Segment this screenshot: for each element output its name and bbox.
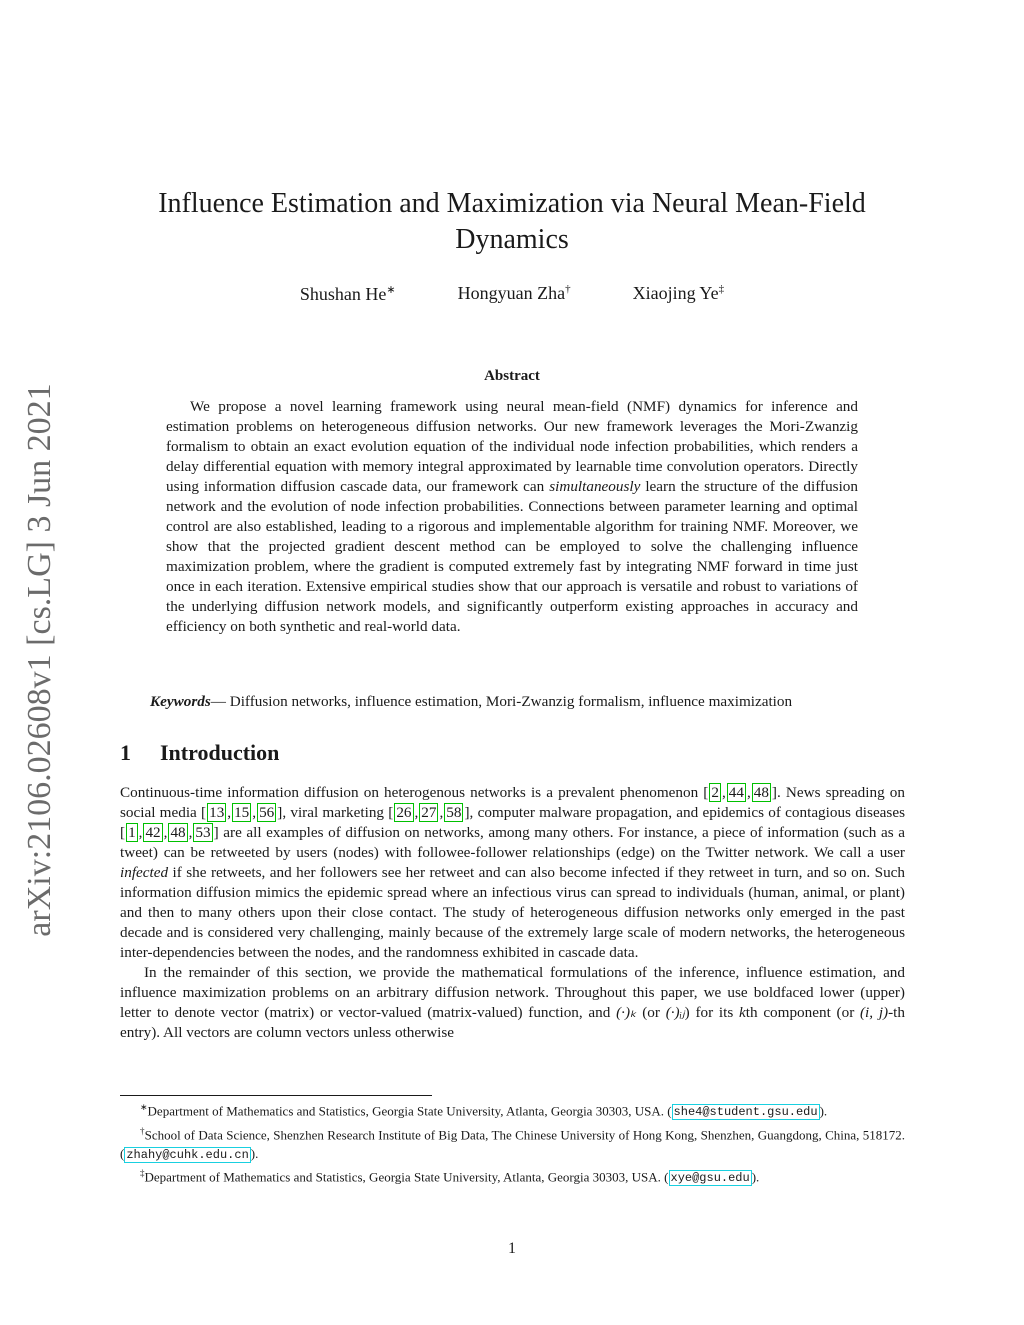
citation-link[interactable]: 53 bbox=[195, 824, 211, 841]
arxiv-identifier: arXiv:2106.02608v1 [cs.LG] 3 Jun 2021 bbox=[21, 383, 58, 937]
abstract-text: We propose a novel learning framework using neural mean-field (NMF) dynamics for inference and estimation problems on heterogeneous diffusion networks. Our new framework leverages the Mori-Zwanzig formalism to obtain an exact evolution equation of the individual node infection probabilities, which renders a delay differential equation with memory integral approximated by learnable time convolution operators. Directly using information diffusion cascade data, our framework can simultaneously learn the structure of the diffusion network and the evolution of node infection probabilities. Connections between parameter learning and optimal control are also established, leading to a rigorous and implementable algorithm for training NMF. Moreover, we show that the projected gradient descent method can be employed to solve the challenging influence maximization problem, where the gradient is computed extremely fast by integrating NMF forward in time just once in each iteration. Extensive empirical studies show that our approach is versatile and robust to variations of the underlying diffusion network models, and significantly outperform existing approaches in accuracy and efficiency on both synthetic and real-world data. bbox=[166, 398, 858, 635]
citation-link[interactable]: 58 bbox=[446, 804, 462, 821]
keywords: Keywords— Diffusion networks, influence estimation, Mori-Zwanzig formalism, influence maximization bbox=[150, 693, 793, 710]
paragraph: In the remainder of this section, we provide the mathematical formulations of the inference, influence estimation, and influence maximization problems on an arbitrary diffusion network. Throughout this paper, we use boldfaced lower (upper) letter to denote vector (matrix) or vector-valued (matrix-valued) function, and (·)ₖ (or (·)ᵢⱼ) for its kth component (or (i, j)-th entry). All vectors are column vectors unless otherwise bbox=[120, 964, 905, 1041]
email-link[interactable]: she4@student.gsu.edu bbox=[673, 1105, 818, 1120]
citation-link[interactable]: 27 bbox=[421, 804, 437, 821]
email-link[interactable]: xye@gsu.edu bbox=[670, 1171, 750, 1186]
citation-link[interactable]: 15 bbox=[234, 804, 250, 821]
footnote: ∗Department of Mathematics and Statistics, Georgia State University, Atlanta, Georgia 30303, USA. ( she4@student.gsu.edu ). bbox=[140, 1102, 828, 1120]
paragraph: Continuous-time information diffusion on heterogenous networks is a prevalent phenomenon [ 2 , 44 , 48 ]. News spreading on social media [ 13 , 15 , 56 ], viral marketing [ 26 , 27 , 58 ], computer malware propagation, and epidemics of contagious diseases [ 1 , 42 , 48 , 53 ] are all examples of diffusion on networks, among many others. For instance, a piece of information (such as a tweet) can be retweeted by users (nodes) with followee-follower relationships (edge) on the Twitter network. We call a user infected if she retweets, and her followers see her retweet and can also become infected if they retweet in turn, and so on. Such information diffusion mimics the epidemic spread where an infectious virus can spread to individuals (human, animal, or plant) and then to many others upon their close contact. The study of heterogeneous diffusion networks only emerged in the past decade and is considered very challenging, mainly because of the extremely large scale of modern networks, the heterogeneous inter-dependencies between the nodes, and the randomness exhibited in cascade data. bbox=[120, 784, 905, 961]
abstract-heading: Abstract bbox=[484, 368, 540, 384]
footnote: †School of Data Science, Shenzhen Research Institute of Big Data, The Chinese University of Hong Kong, Shenzhen, Guangdong, China, 518172. ( zhahy@cuhk.edu.cn ). bbox=[120, 1125, 906, 1162]
section-heading: 1 Introduction bbox=[120, 740, 280, 765]
page-number: 1 bbox=[508, 1240, 516, 1257]
footnote: ‡Department of Mathematics and Statistics, Georgia State University, Atlanta, Georgia 30303, USA. ( xye@gsu.edu ). bbox=[140, 1168, 760, 1186]
citation-link[interactable]: 48 bbox=[170, 824, 186, 841]
citation-link[interactable]: 2 bbox=[711, 784, 719, 801]
author-list bbox=[130, 283, 894, 305]
author: Shushan He∗ bbox=[299, 284, 396, 304]
email-link[interactable]: zhahy@cuhk.edu.cn bbox=[126, 1147, 249, 1162]
citation-link[interactable]: 56 bbox=[259, 804, 275, 821]
citation-link[interactable]: 42 bbox=[145, 824, 161, 841]
introduction-body bbox=[120, 783, 905, 1043]
citation-link[interactable]: 1 bbox=[128, 824, 136, 841]
footnotes bbox=[120, 1098, 905, 1188]
citation-link[interactable]: 48 bbox=[753, 784, 769, 801]
citation-link[interactable]: 13 bbox=[209, 804, 225, 821]
author: Hongyuan Zha† bbox=[457, 283, 571, 303]
citation-link[interactable]: 44 bbox=[728, 784, 744, 801]
author: Xiaojing Ye‡ bbox=[632, 283, 725, 303]
paper-title: Influence Estimation and Maximization via Neural Mean-Field Dynamics bbox=[158, 188, 866, 255]
footnote-divider bbox=[120, 1095, 432, 1096]
citation-link[interactable]: 26 bbox=[396, 804, 412, 821]
keywords-label: Keywords bbox=[150, 693, 211, 710]
